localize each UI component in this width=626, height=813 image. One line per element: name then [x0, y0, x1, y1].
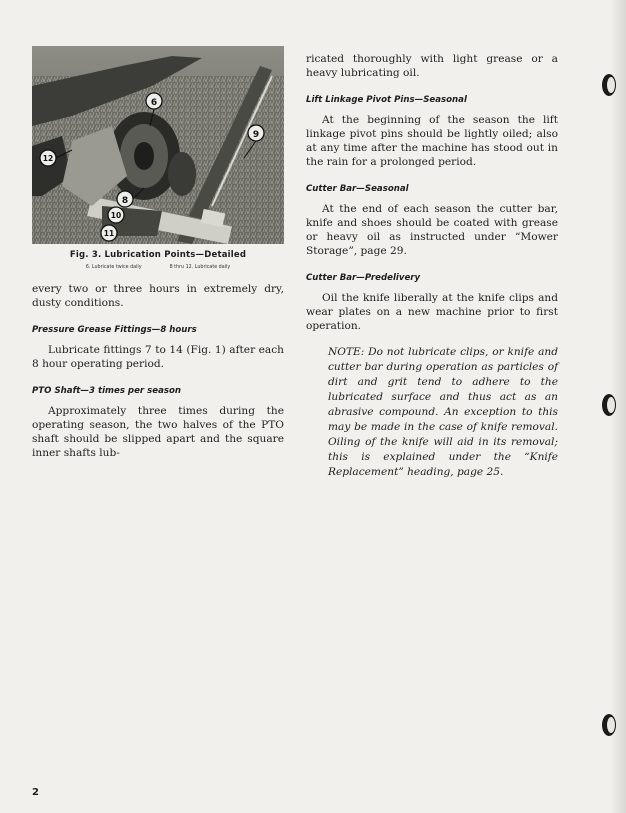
- callout-6: 6: [150, 98, 158, 108]
- binder-hole-middle: [600, 392, 618, 418]
- pressure-heading: Pressure Grease Fittings—8 hours: [32, 325, 197, 335]
- page-number: 2: [32, 787, 39, 798]
- left-column: [32, 46, 284, 460]
- cutter-predelivery-paragraph: Oil the knife liberally at the knife clips and wear plates on a new machine prior to first operation.: [306, 292, 558, 332]
- cutter-predelivery-heading: Cutter Bar—Predelivery: [306, 273, 421, 283]
- binder-hole-bottom: [600, 712, 618, 738]
- callout-8: 8: [121, 196, 129, 206]
- right-column: [306, 52, 558, 480]
- continued-paragraph: ricated thoroughly with light grease or a heavy lubricating oil.: [306, 53, 558, 79]
- callout-12: 12: [42, 154, 54, 163]
- lift-heading: Lift Linkage Pivot Pins—Seasonal: [306, 95, 467, 105]
- binder-hole-top: [600, 72, 618, 98]
- caption-sub-right: 8 thru 12. Lubricate daily: [169, 265, 231, 270]
- figure-caption: Fig. 3. Lubrication Points—Detailed: [69, 250, 247, 260]
- callout-11: 11: [103, 229, 115, 238]
- note-paragraph: NOTE: Do not lubricate clips, or knife and cutter bar during operation as particles of dirt and grit tend to adhere to the lubricated surface and thus act as an abrasive compound. An exception to this may be made in the case of knife removal. Oiling of the knife will aid in its removal; this is explained under the “Knife Replacement” heading, page 25.: [328, 346, 558, 478]
- pto-paragraph: Approximately three times during the operating season, the two halves of the PTO shaft should be slipped apart and the square inner shafts lub-: [32, 405, 284, 459]
- pto-heading: PTO Shaft—3 times per season: [32, 386, 182, 396]
- figure-caption-sub: [32, 265, 284, 270]
- cutter-seasonal-paragraph: At the end of each season the cutter bar, knife and shoes should be coated with grease or heavy oil as instructed under “Mower Storage”, page 29.: [306, 203, 558, 257]
- caption-sub-left: 6. Lubricate twice daily: [85, 265, 142, 270]
- intro-paragraph: every two or three hours in extremely dry, dusty conditions.: [32, 283, 284, 309]
- pressure-paragraph: Lubricate fittings 7 to 14 (Fig. 1) after each 8 hour operating period.: [32, 344, 284, 370]
- mower-photo-illustration: [32, 46, 284, 244]
- lift-paragraph: At the beginning of the season the lift linkage pivot pins should be lightly oiled; also at any time after the machine has stood out in the rain for a prolonged period.: [306, 114, 558, 168]
- cutter-seasonal-heading: Cutter Bar—Seasonal: [306, 184, 409, 194]
- callout-10: 10: [110, 211, 122, 220]
- callout-9: 9: [252, 130, 260, 140]
- figure-photo: [32, 46, 284, 244]
